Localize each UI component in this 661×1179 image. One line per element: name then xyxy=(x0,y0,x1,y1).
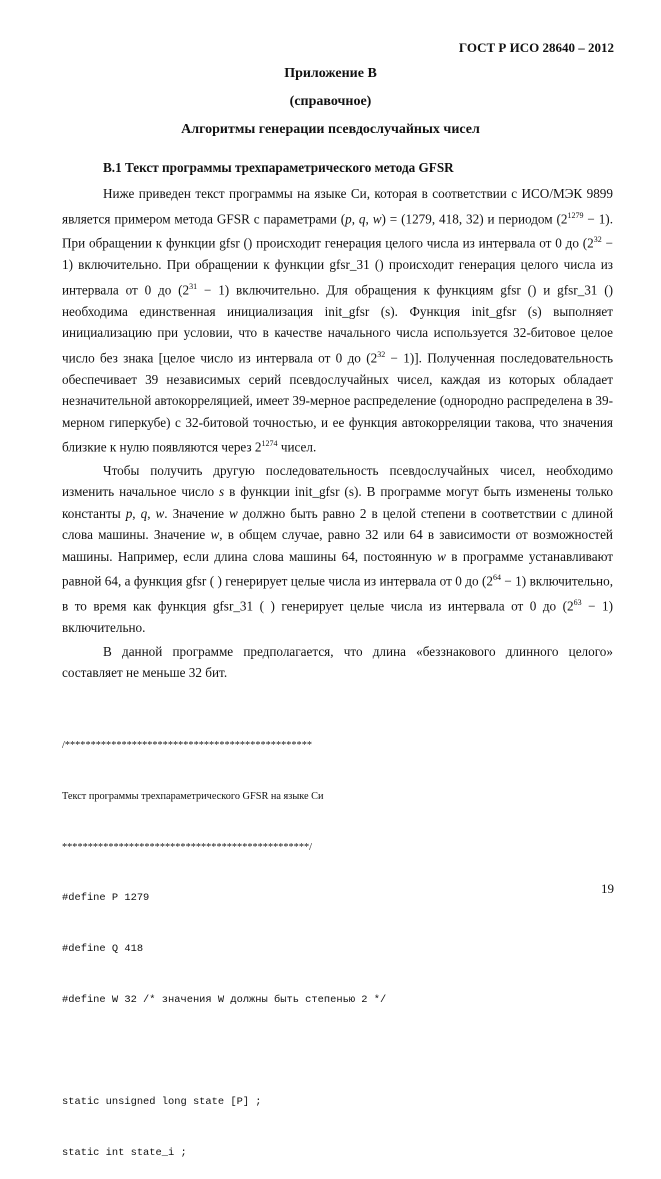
paragraph-1: Ниже приведен текст программы на языке Си, которая в соответствии с ИСО/МЭК 9899 является примером метода GFSR с параметрами (p, q, w) = (1279, 418, 32) и периодом $(2^{1279} - 1)$. При обращении к функции gfsr () происходит генерация целого числа из интервала от 0 до $(2^{32} - 1)$ включительно. При обращении к функции gfsr_31 () происходит генерация целого числа из интервала от 0 до $(2^{31} - 1)$ включительно. Для обращения к функциям gfsr () и gfsr_31 () необходима единственная инициализация init_gfsr (s). Функция init_gfsr (s) выполняет инициализацию при условии, что в качестве начального числа используется 32-битовое целое число без знака [целое число из интервала от 0 до $(2^{32} - 1)$]. Полученная последовательность обеспечивает 39 независимых серий псевдослучайных чисел, каждая из которых обладает незначительной автокорреляцией, имеет 39-мерное распределение (однородно распределена в 39-мерном гиперкубе) с 32-битовой точностью, и ее функция автокорреляции такова, что значения близкие к нулю появляются через $2^{1274}$ чисел. xyxy=(62,186,614,455)
code-line xyxy=(62,1043,622,1060)
appendix-subtitle: (справочное) xyxy=(289,94,372,109)
code-listing xyxy=(62,703,622,1179)
code-line: ************************************************/ xyxy=(62,842,312,853)
code-line: #define P 1279 xyxy=(62,892,150,904)
document-header: ГОСТ Р ИСО 28640 – 2012 xyxy=(458,40,614,55)
code-line: static unsigned long state [P] ; xyxy=(62,1096,262,1108)
code-line: #define W 32 /* значения W должны быть степенью 2 */ xyxy=(62,994,387,1006)
appendix-title: Приложение В xyxy=(284,66,377,81)
body-text xyxy=(62,183,613,684)
section-heading: В.1 Текст программы трехпараметрического метода GFSR xyxy=(103,160,454,175)
code-line: static int state_i ; xyxy=(62,1147,187,1159)
paragraph-3: В данной программе предполагается, что длина «беззнакового длинного целого» составляет не меньше 32 бит. xyxy=(62,643,613,681)
code-line: #define Q 418 xyxy=(62,943,144,955)
appendix-heading: Алгоритмы генерации псевдослучайных чисел xyxy=(181,122,480,137)
page-number: 19 xyxy=(601,881,614,896)
code-line: Текст программы трехпараметрического GFSR на языке Си xyxy=(62,791,324,802)
paragraph-2: Чтобы получить другую последовательность псевдослучайных чисел, необходимо изменить начальное число s в функции init_gfsr (s). В программе могут быть изменены только константы p, q, w. Значение w должно быть равно 2 в целой степени в соответствии с длиной слова машины. Значение w, в общем случае, равно 32 или 64 в зависимости от возможностей машины. Например, если длина слова машины 64, постоянную w в программе устанавливают равной 64, а функция gfsr ( ) генерирует целые числа из интервала от 0 до $(2^{64} - 1)$ включительно, в то время как функция gfsr_31 ( ) генерирует целые числа из интервала от 0 до $(2^{63} - 1)$ включительно. xyxy=(62,462,614,636)
code-line: /************************************************ xyxy=(62,740,312,751)
